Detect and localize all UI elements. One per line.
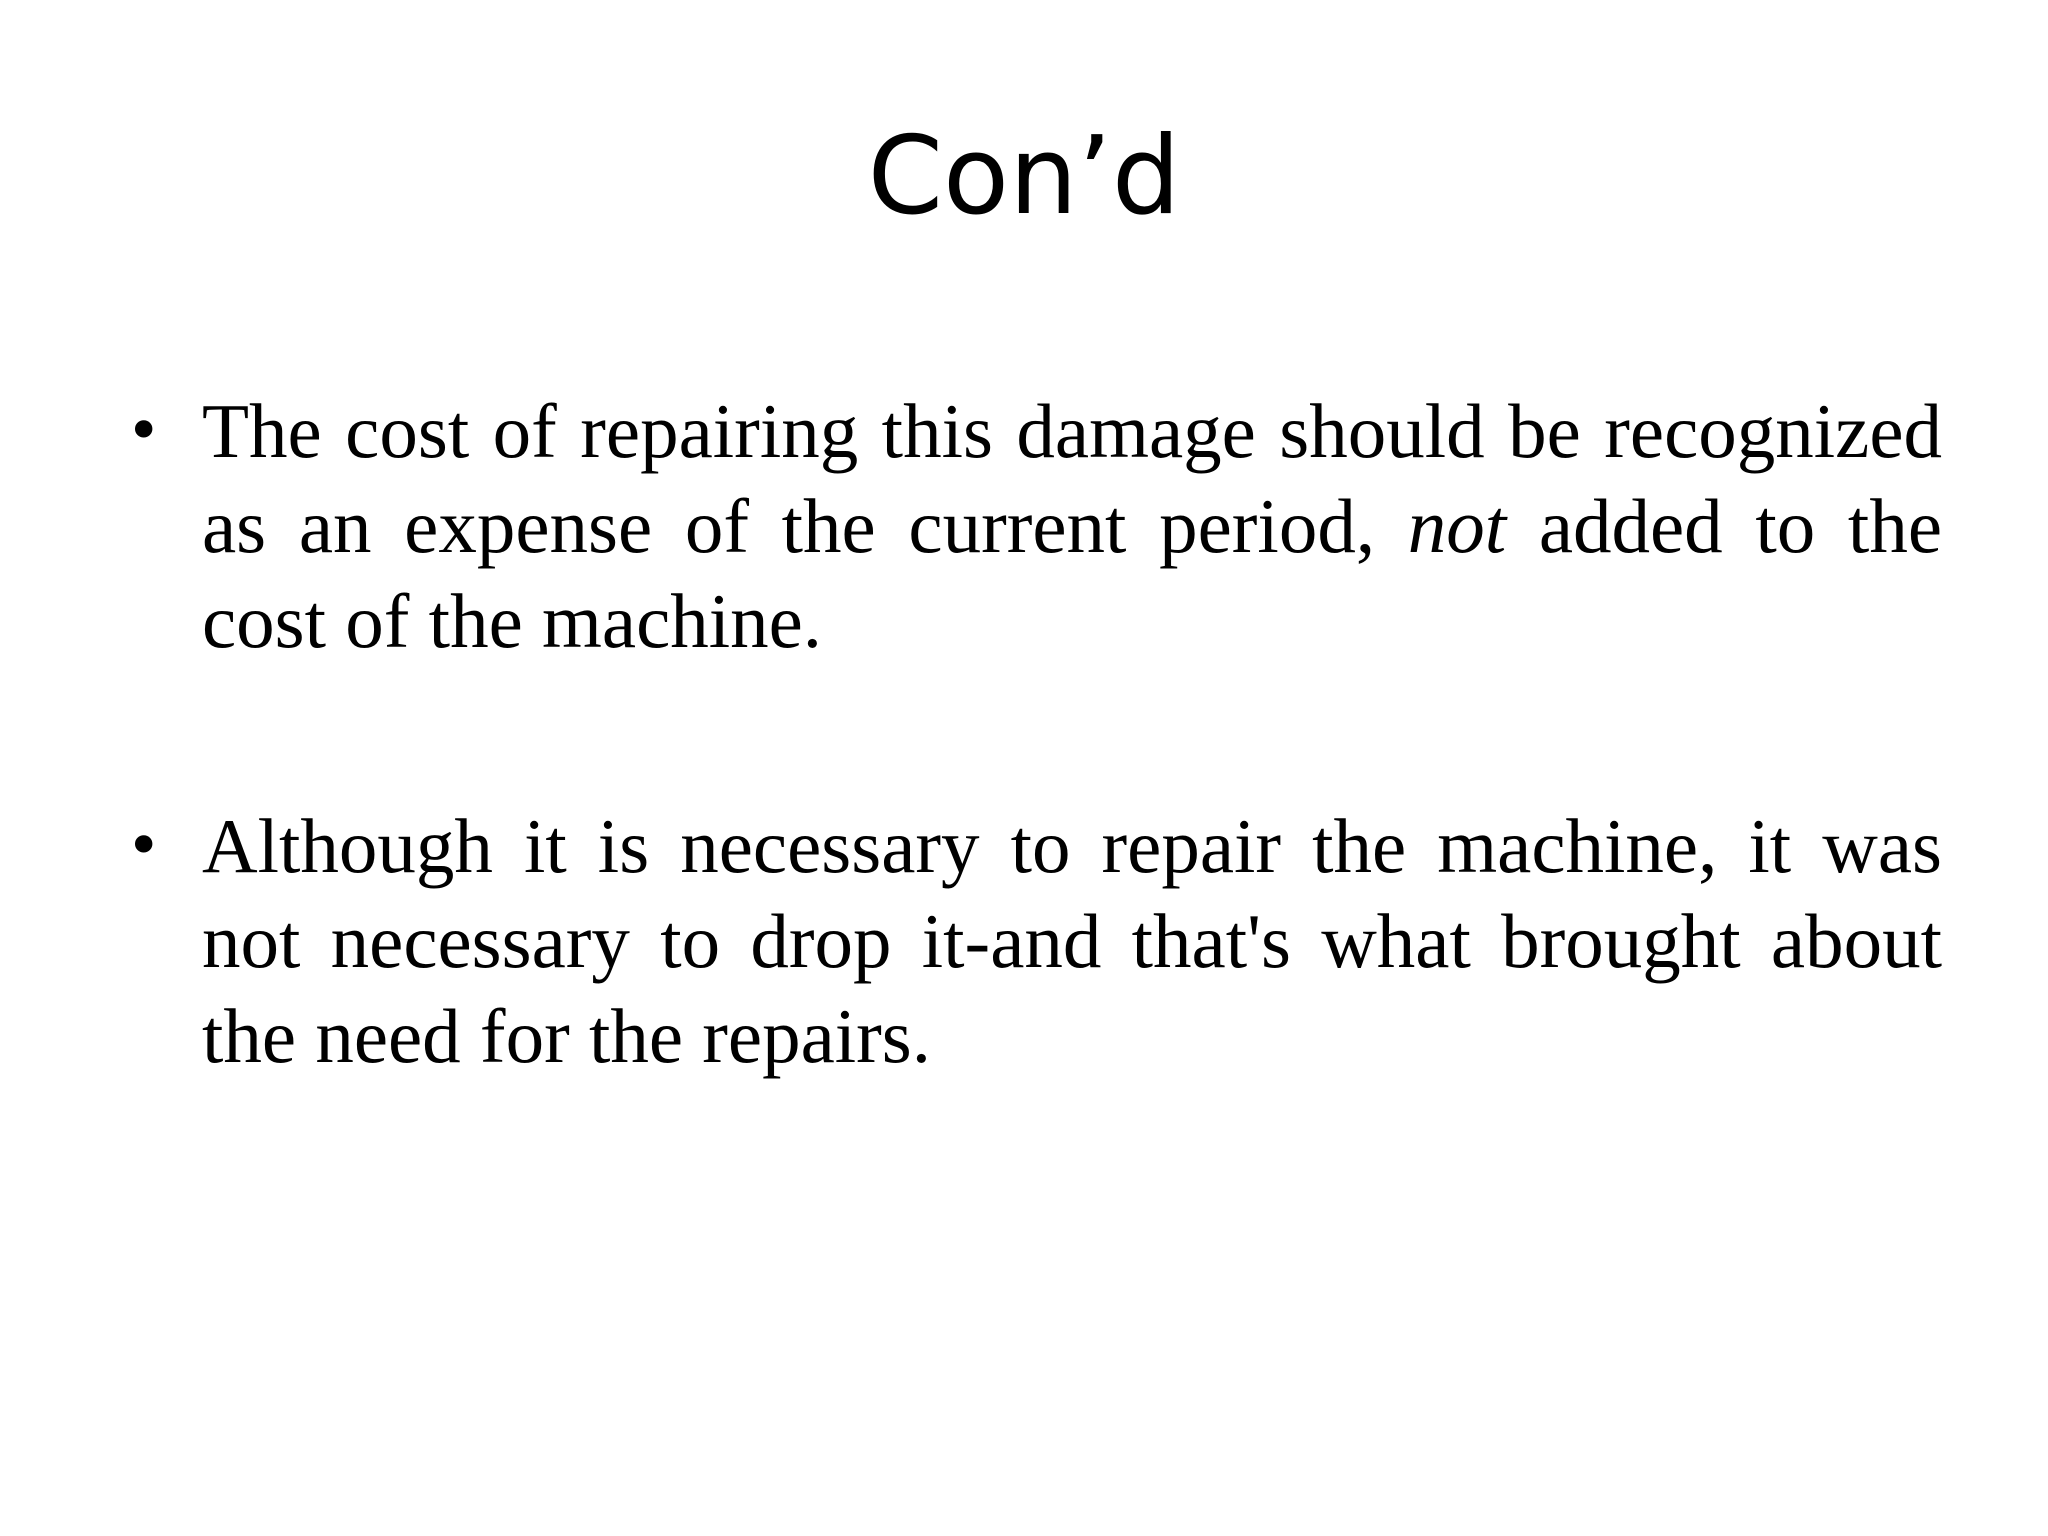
- bullet-emphasis: not: [1407, 483, 1507, 569]
- bullet-marker: •: [126, 811, 162, 881]
- bullet-item-1: [120, 384, 1942, 669]
- bullet-list: [120, 384, 1942, 1084]
- bullet-text: Although it is necessary to repair the machine, it was not necessary to drop it-and that's what brought about the need for the repairs.: [202, 803, 1942, 1079]
- bullet-text-part: added to the cost of the machine.: [202, 483, 1942, 664]
- bullet-item-2: [120, 799, 1942, 1084]
- bullet-marker: •: [126, 396, 162, 466]
- slide-title: Con’d: [867, 114, 1181, 239]
- bullet-text: [202, 388, 1942, 664]
- bullet-text-part: The cost of repairing this damage should be recognized as an expense of the current period,: [202, 388, 1942, 569]
